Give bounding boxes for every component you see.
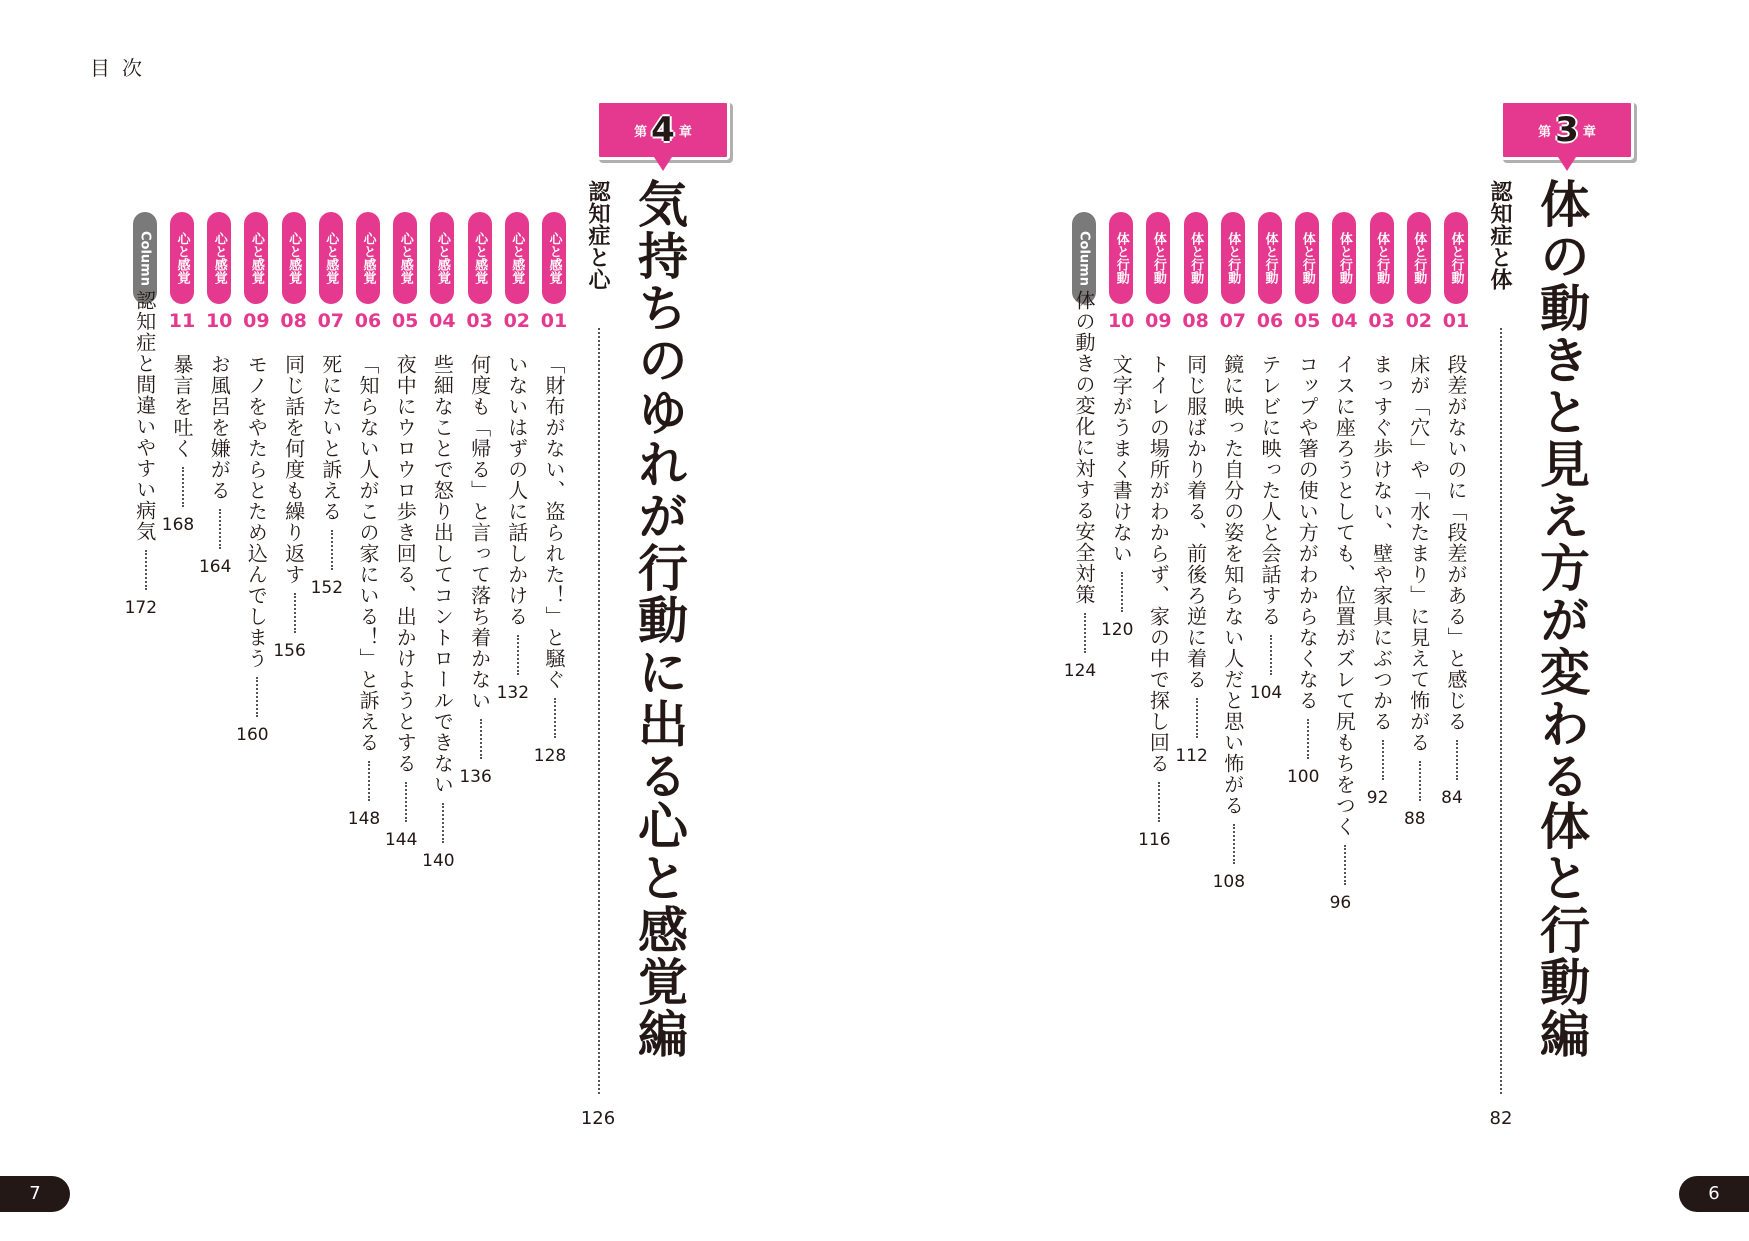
category-pill: [1184, 212, 1208, 304]
toc-entry-page: 160: [236, 725, 269, 745]
pill-label: 心と感覚: [360, 232, 376, 284]
toc-entry-title[interactable]: 体の動きの変化に対する安全対策: [1072, 290, 1096, 605]
item-number: 04: [1331, 310, 1358, 332]
pill-label: 心と感覚: [472, 232, 488, 284]
toc-entry-page: 144: [384, 830, 418, 850]
item-number: 04: [429, 310, 456, 332]
toc-entry-title[interactable]: 同じ話を何度も繰り返す: [281, 354, 306, 585]
toc-entry-title[interactable]: テレビに映った人と会話する: [1258, 354, 1282, 627]
category-pill: [1332, 212, 1356, 304]
item-number: 03: [466, 310, 493, 332]
chapter4-badge-suffix: 章: [678, 124, 692, 140]
toc-entry-page: 172: [124, 598, 158, 618]
toc-entry-title[interactable]: 段差がないのに「段差がある」と感じる: [1444, 354, 1468, 732]
category-pill: [1407, 212, 1431, 304]
chapter3-section-page: 82: [1489, 1108, 1513, 1129]
leader-dots: [1121, 572, 1123, 612]
chapter3-badge-number: 3: [1555, 110, 1579, 150]
pill-label: 体と行動: [1262, 232, 1278, 284]
item-number: 11: [168, 310, 196, 332]
leader-dots: [517, 635, 519, 675]
toc-entry-page: 96: [1329, 893, 1352, 913]
item-number: 10: [205, 310, 233, 332]
toc-entry-title[interactable]: 些細なことで怒り出してコントロールできない: [430, 354, 455, 795]
chapter3-section-title: 認知症と体: [1487, 180, 1512, 290]
item-number: 10: [1107, 310, 1135, 332]
pill-label: 心と感覚: [509, 232, 525, 284]
pill-label: Column: [137, 230, 153, 286]
toc-entry-page: 132: [496, 683, 530, 703]
chapter4-section-leader: [598, 328, 600, 1094]
toc-entry-title[interactable]: 「知らない人がこの家にいる！」と訴える: [356, 354, 380, 753]
chapter3-section-leader: [1500, 328, 1502, 1094]
pill-label: 心と感覚: [286, 232, 302, 284]
category-pill: [207, 212, 231, 304]
pill-label: 体と行動: [1299, 232, 1315, 284]
category-pill: [356, 212, 380, 304]
toc-entry-page: 92: [1366, 788, 1389, 808]
chapter4-section-title: 認知症と心: [585, 180, 610, 290]
category-pill: [1370, 212, 1394, 304]
item-number: 02: [1405, 310, 1433, 332]
category-pill: [282, 212, 306, 304]
toc-entry-page: 88: [1403, 809, 1426, 829]
item-number: 05: [1293, 310, 1321, 332]
left-page-number: 7: [0, 1176, 70, 1212]
toc-header: 目次: [90, 56, 154, 80]
toc-entry-page: 140: [422, 851, 455, 871]
item-number: 06: [354, 310, 382, 332]
toc-entry-page: 112: [1175, 746, 1208, 766]
pill-label: 体と行動: [1188, 232, 1204, 284]
category-pill: [1109, 212, 1133, 304]
chapter4-title-sub: 心と感覚編: [630, 800, 688, 1060]
leader-dots: [405, 782, 407, 822]
toc-entry-page: 128: [533, 746, 567, 766]
category-pill: [1444, 212, 1468, 304]
leader-dots: [1196, 698, 1198, 738]
pill-label: 体と行動: [1150, 232, 1166, 284]
pill-label: Column: [1076, 230, 1092, 286]
toc-entry-page: 84: [1441, 788, 1463, 808]
leader-dots: [182, 467, 184, 507]
category-pill: [1258, 212, 1282, 304]
toc-entry-page: 124: [1063, 661, 1097, 681]
pill-label: 心と感覚: [546, 232, 562, 284]
toc-entry-title[interactable]: 文字がうまく書けない: [1109, 354, 1134, 564]
item-number: 06: [1256, 310, 1284, 332]
chapter4-badge-number: 4: [651, 110, 675, 150]
item-number: 08: [280, 310, 307, 332]
item-number: 02: [503, 310, 531, 332]
pill-label: 体と行動: [1411, 232, 1427, 284]
toc-entry-page: 152: [310, 578, 344, 598]
toc-entry-title[interactable]: いないはずの人に話しかける: [504, 354, 529, 627]
pill-label: 心と感覚: [434, 232, 450, 284]
item-number: 01: [1442, 310, 1470, 332]
toc-entry-title[interactable]: 何度も「帰る」と言って落ち着かない: [467, 354, 492, 711]
toc-entry-title[interactable]: 暴言を吐く: [170, 354, 194, 459]
toc-entry-page: 136: [459, 767, 492, 787]
pill-label: 体と行動: [1225, 232, 1241, 284]
toc-entry-page: 148: [347, 809, 381, 829]
category-pill: [393, 212, 417, 304]
toc-entry-page: 168: [161, 515, 195, 535]
item-number: 09: [243, 310, 270, 332]
chapter4-section-page: 126: [580, 1108, 616, 1129]
toc-entry-page: 100: [1286, 767, 1320, 787]
chapter3-badge-prefix: 第: [1538, 124, 1552, 140]
category-pill: [319, 212, 343, 304]
leader-dots: [331, 530, 333, 570]
chapter4-title-main: 気持ちのゆれが行動に出る: [630, 178, 688, 802]
toc-entry-page: 108: [1212, 872, 1246, 892]
item-number: 01: [540, 310, 568, 332]
toc-entry-title[interactable]: 夜中にウロウロ歩き回る、出かけようとする: [393, 354, 418, 774]
leader-dots: [294, 593, 296, 633]
category-pill: [542, 212, 566, 304]
toc-entry-title[interactable]: まっすぐ歩けない、壁や家具にぶつかる: [1369, 354, 1394, 732]
toc-entry-title[interactable]: トイレの場所がわからず、家の中で探し回る: [1146, 354, 1171, 774]
leader-dots: [1382, 740, 1384, 780]
toc-entry-title[interactable]: イスに座ろうとしても、位置がズレて尻もちをつく: [1332, 354, 1357, 837]
item-number: 07: [317, 310, 345, 332]
toc-entry-title[interactable]: 同じ服ばかり着る、前後ろ逆に着る: [1183, 354, 1208, 690]
chapter4-badge-prefix: 第: [634, 124, 648, 140]
leader-dots: [1307, 719, 1309, 759]
leader-dots: [219, 509, 221, 549]
toc-entry-page: 164: [198, 557, 232, 577]
item-number: 03: [1368, 310, 1395, 332]
right-page-number: 6: [1679, 1176, 1749, 1212]
chapter3-badge: [1500, 100, 1634, 160]
chapter3-title-sub: 体と行動編: [1532, 800, 1590, 1060]
chapter4-badge: [596, 100, 730, 160]
pill-label: 体と行動: [1113, 232, 1129, 284]
toc-entry-title[interactable]: 死にたいと訴える: [318, 354, 343, 522]
toc-entry-title[interactable]: 認知症と間違いやすい病気: [132, 290, 157, 542]
leader-dots: [1158, 782, 1160, 822]
pill-label: 心と感覚: [397, 232, 413, 284]
category-pill: [505, 212, 529, 304]
category-pill: [1295, 212, 1319, 304]
category-pill: [1221, 212, 1245, 304]
item-number: 09: [1145, 310, 1172, 332]
pill-label: 心と感覚: [174, 232, 190, 284]
leader-dots: [145, 550, 147, 590]
leader-dots: [480, 719, 482, 759]
leader-dots: [368, 761, 370, 801]
pill-label: 心と感覚: [323, 232, 339, 284]
category-pill: [468, 212, 492, 304]
pill-label: 体と行動: [1448, 232, 1464, 284]
leader-dots: [442, 803, 444, 843]
category-pill: [430, 212, 454, 304]
leader-dots: [1456, 740, 1458, 780]
category-pill: [244, 212, 268, 304]
toc-entry-page: 156: [273, 641, 306, 661]
chapter3-badge-suffix: 章: [1582, 124, 1596, 140]
toc-entry-title[interactable]: 「財布がない、盗られた！」と騒ぐ: [542, 354, 566, 690]
leader-dots: [1270, 635, 1272, 675]
category-pill: [170, 212, 194, 304]
toc-entry-title[interactable]: お風呂を嫌がる: [207, 354, 232, 501]
pill-label: 心と感覚: [248, 232, 264, 284]
leader-dots: [1344, 845, 1346, 885]
category-pill: [1146, 212, 1170, 304]
leader-dots: [1419, 761, 1421, 801]
toc-entry-page: 116: [1138, 830, 1171, 850]
leader-dots: [1084, 613, 1086, 653]
toc-entry-page: 120: [1100, 620, 1134, 640]
pill-label: 心と感覚: [211, 232, 227, 284]
toc-entry-page: 104: [1249, 683, 1283, 703]
pill-label: 体と行動: [1374, 232, 1390, 284]
toc-entry-title[interactable]: コップや箸の使い方がわからなくなる: [1295, 354, 1320, 711]
chapter3-title-main: 体の動きと見え方が変わる: [1532, 178, 1590, 802]
toc-entry-title[interactable]: モノをやたらとため込んでしまう: [244, 354, 269, 669]
item-number: 05: [391, 310, 419, 332]
leader-dots: [1233, 824, 1235, 864]
item-number: 08: [1182, 310, 1209, 332]
leader-dots: [554, 698, 556, 738]
toc-entry-title[interactable]: 床が「穴」や「水たまり」に見えて怖がる: [1406, 354, 1431, 753]
leader-dots: [256, 677, 258, 717]
item-number: 07: [1219, 310, 1247, 332]
toc-entry-title[interactable]: 鏡に映った自分の姿を知らない人だと思い怖がる: [1220, 354, 1245, 816]
pill-label: 体と行動: [1336, 232, 1352, 284]
